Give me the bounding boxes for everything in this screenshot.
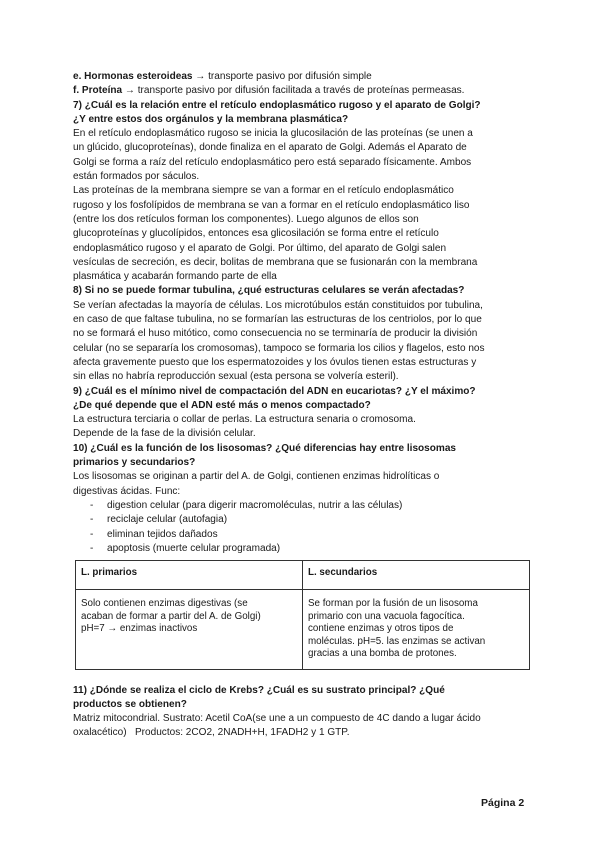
q8-title: 8) Si no se puede formar tubulina, ¿qué estructuras celulares se verán afectadas?	[73, 285, 465, 297]
item-e-label: e. Hormonas esteroideas	[73, 71, 193, 82]
document-page	[73, 70, 533, 741]
q11-answer-1: Matriz mitocondrial. Sustrato: Acetil CoA(se une a un compuesto de 4C dando a lugar ácido	[73, 713, 481, 725]
cell-line: Solo contienen enzimas digestivas (se	[81, 598, 248, 610]
q9-answer-2: Depende de la fase de la división celular.	[73, 428, 256, 440]
text-line: endoplasmático rugoso y el aparato de Golgi. Por último, del aparato de Golgi salen	[73, 242, 447, 254]
text-line: en caso de que faltase tubulina, no se formarían las estructuras de los centriolos, por lo que	[73, 314, 482, 326]
lysosome-functions-list	[73, 499, 533, 556]
q9-title-line-2: ¿De qué depende que el ADN esté más o menos compactado?	[73, 399, 371, 411]
text-line: un glúcido, glucoproteínas), donde finaliza en el aparato de Golgi. Además el Aparato de	[73, 142, 467, 154]
text-line: están formados por sáculos.	[73, 171, 200, 183]
text-line: no se formará el huso mitótico, como consecuencia no se terminaría de producir la división	[73, 328, 478, 340]
q9-title-line-1: 9) ¿Cuál es el mínimo nivel de compactación del ADN en eucariotas? ¿Y el máximo?	[73, 385, 476, 397]
q7-title-line-1: 7) ¿Cuál es la relación entre el retículo endoplasmático rugoso y el aparato de Golgi?	[73, 99, 481, 111]
q9-answer-1: La estructura terciaria o collar de perlas. La estructura senaria o cromosoma.	[73, 414, 416, 426]
table-cell-primarios	[76, 590, 303, 670]
table-header-secundarios: L. secundarios	[303, 561, 530, 590]
q10-title-line-2: primarios y secundarios?	[73, 457, 196, 469]
text-line: En el retículo endoplasmático rugoso se inicia la glucosilación de las proteínas (se unen a	[73, 128, 473, 140]
dash-bullet: -	[90, 514, 94, 526]
q8-paragraph	[73, 299, 533, 385]
text-line: vesículas de secreción, es decir, bolitas de membrana que se fusionarán con la membrana	[73, 256, 478, 268]
cell-line: primario con una vacuola fagocítica.	[308, 610, 465, 622]
text-line: (entre los dos retículos forman los componentes). Luego algunos de ellos son	[73, 213, 419, 225]
list-item-text: eliminan tejidos dañados	[107, 528, 218, 540]
table-header-primarios: L. primarios	[76, 561, 303, 590]
list-item-text: apoptosis (muerte celular programada)	[107, 542, 281, 554]
cell-line: gracias a una bomba de protones.	[308, 648, 457, 660]
q10-paragraph	[73, 470, 533, 499]
table-header-row	[76, 561, 530, 590]
cell-line: moléculas. pH=5. las enzimas se activan	[308, 635, 486, 647]
q7-paragraph-1	[73, 127, 533, 184]
item-e-text: → transporte pasivo por difusión simple	[192, 71, 372, 82]
text-line: plasmática y acabarán formando parte de ella	[73, 271, 277, 283]
list-item-text: reciclaje celular (autofagia)	[107, 514, 228, 526]
cell-line: Se forman por la fusión de un lisosoma	[308, 598, 478, 610]
page-number: Página 2	[481, 797, 525, 809]
q7-title-line-2: ¿Y entre estos dos orgánulos y la membrana plasmática?	[73, 113, 349, 125]
text-line: Las proteínas de la membrana siempre se van a formar en el retículo endoplasmático	[73, 185, 454, 197]
q11-title-line-2: productos se obtienen?	[73, 698, 187, 710]
text-line: rugoso y los fosfolípidos de membrana se van a formar en el retículo endoplasmático liso	[73, 199, 470, 211]
q11-title-line-1: 11) ¿Dónde se realiza el ciclo de Krebs? ¿Cuál es su sustrato principal? ¿Qué	[73, 684, 445, 696]
cell-line: acaban de formar a partir del A. de Golgi)	[81, 610, 261, 622]
list-item	[73, 513, 533, 527]
dash-bullet: -	[90, 542, 94, 554]
text-line: afecta gravemente puesto que los espermatozoides y los óvulos tienen estas estructuras y	[73, 356, 477, 368]
item-f	[73, 84, 533, 98]
list-item-text: digestion celular (para digerir macromoléculas, nutrir a las células)	[107, 499, 403, 511]
table-row	[76, 590, 530, 670]
text-line: sin ellas no habría reproducción sexual (esta persona se volvería esteril).	[73, 371, 399, 383]
list-item	[73, 528, 533, 542]
item-f-text: → transporte pasivo por difusión facilitada a través de proteínas permeasas.	[122, 85, 465, 97]
spacer	[73, 670, 533, 684]
table-cell-secundarios	[303, 590, 530, 670]
text-line: Se verían afectadas la mayoría de células. Los microtúbulos están constituidos por tubulina,	[73, 299, 483, 311]
text-line: Los lisosomas se originan a partir del A. de Golgi, contienen enzimas hidrolíticas o	[73, 471, 440, 483]
dash-bullet: -	[90, 499, 94, 511]
cell-line: pH=7 → enzimas inactivos	[81, 623, 198, 635]
cell-line: contiene enzimas y otros tipos de	[308, 623, 454, 635]
list-item	[73, 542, 533, 556]
list-item	[73, 499, 533, 513]
q7-paragraph-2	[73, 184, 533, 284]
q11-answer-2: oxalacético) Productos: 2CO2, 2NADH+H, 1FADH2 y 1 GTP.	[73, 727, 350, 739]
item-e	[73, 70, 533, 84]
text-line: Golgi se forma a raíz del retículo endoplasmático pero está separado físicamente. Ambos	[73, 156, 472, 168]
q10-title-line-1: 10) ¿Cuál es la función de los lisosomas? ¿Qué diferencias hay entre lisosomas	[73, 442, 457, 454]
text-line: digestivas ácidas. Func:	[73, 485, 181, 497]
text-line: glucoproteínas y glucolípidos, entonces esa glicosilación se forma entre el retículo	[73, 228, 439, 240]
lysosome-comparison-table	[75, 560, 530, 670]
text-line: celular (no se separaría los cromosomas), tampoco se formaria los cilios y flagelos, esto nos	[73, 342, 485, 354]
dash-bullet: -	[90, 528, 94, 540]
item-f-label: f. Proteína	[73, 85, 123, 97]
